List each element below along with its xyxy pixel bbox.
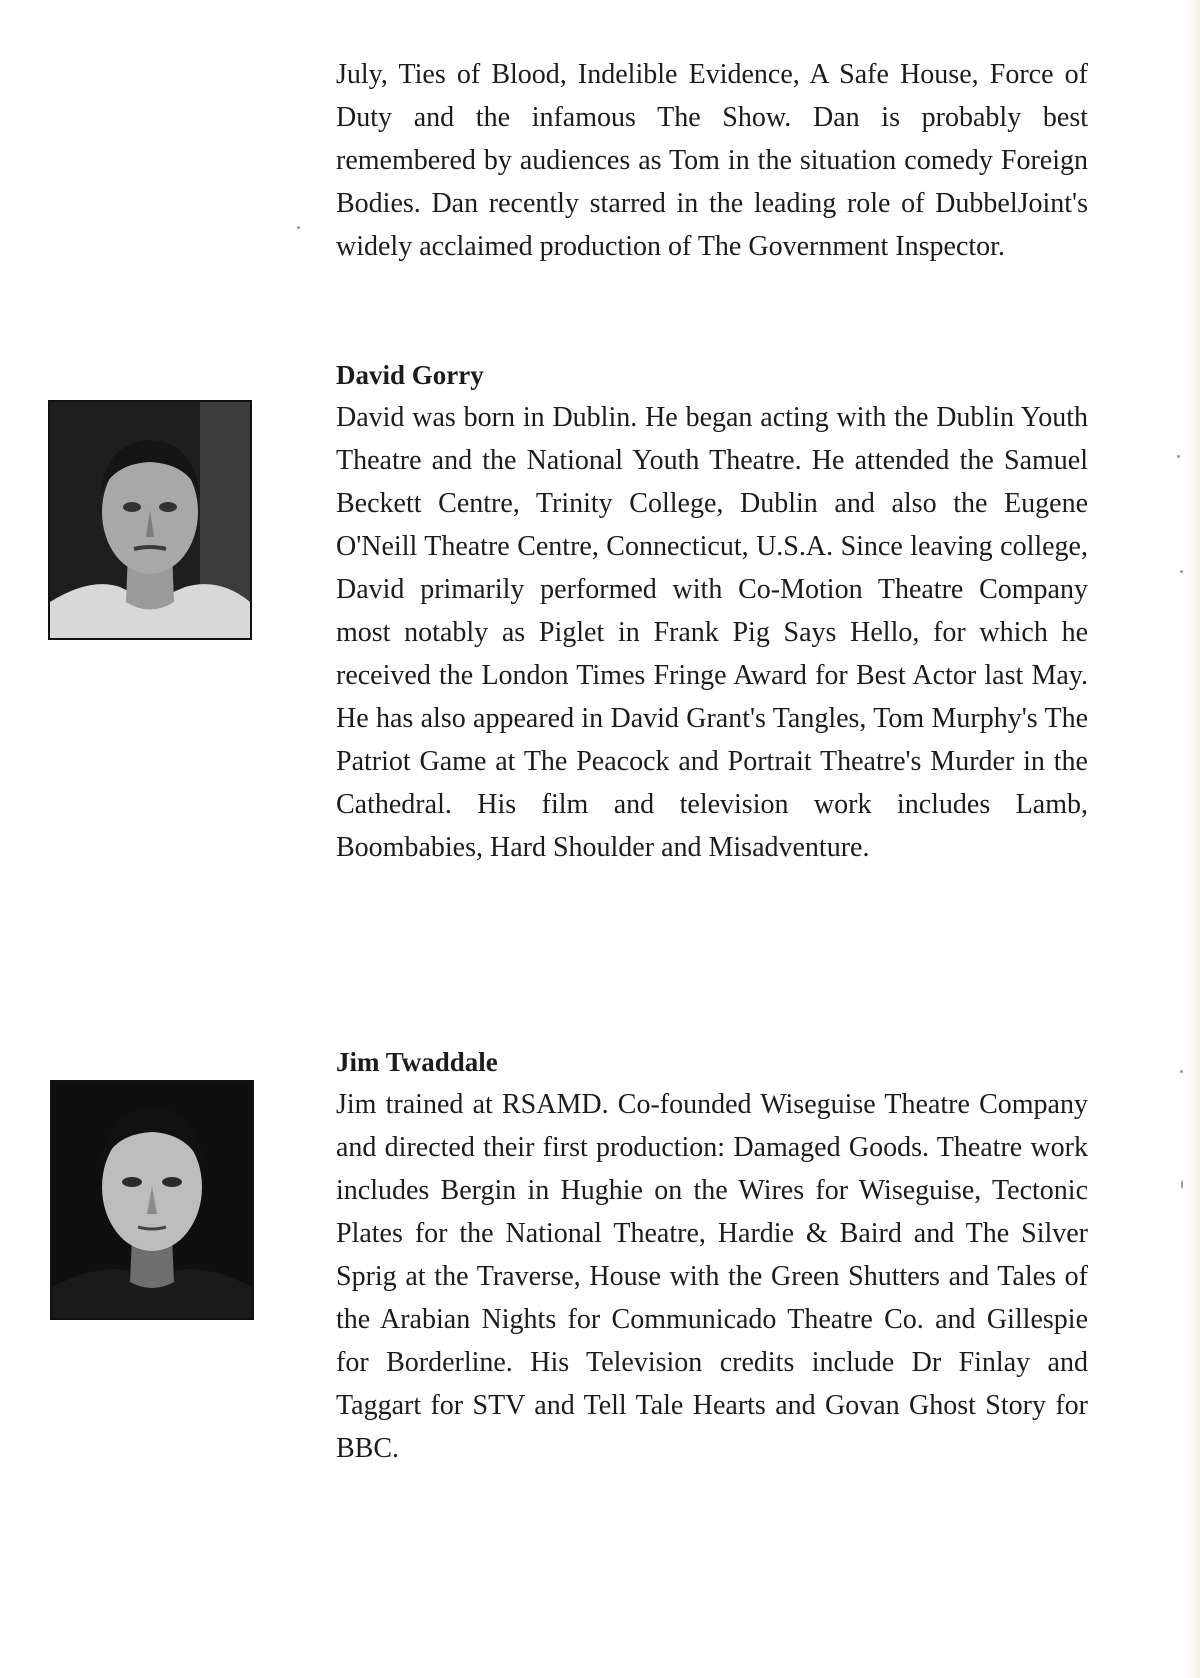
bio-name-jim-twaddale: Jim Twaddale [336,1047,498,1077]
print-speck [1177,455,1180,458]
print-speck [1181,1180,1183,1189]
bio-text-jim-twaddale: Jim trained at RSAMD. Co-founded Wiseguise Theatre Company and directed their first production: Damaged Goods. Theatre work includes Bergin in Hughie on the Wires for Wiseguise, Tectonic Plates for the National Theatre, Hardie & Baird and The Silver Sprig at the Traverse, House with the Green Shutters and Tales of the Arabian Nights for Communicado Theatre Co. and Gillespie for Borderline. His Television credits include Dr Finlay and Taggart for STV and Tell Tale Hearts and Govan Ghost Story for BBC. [336,1089,1088,1464]
print-speck [1180,570,1183,573]
print-speck [1180,1070,1183,1073]
jim-twaddale-photo [50,1080,254,1320]
bio-text-david-gorry: David was born in Dublin. He began acting with the Dublin Youth Theatre and the National Youth Theatre. He attended the Samuel Beckett Centre, Trinity College, Dublin and also the Eugene O'Neill Theatre Centre, Connecticut, U.S.A. Since leaving college, David primarily performed with Co-Motion Theatre Company most notably as Piglet in Frank Pig Says Hello, for which he received the London Times Fringe Award for Best Actor last May. He has also appeared in David Grant's Tangles, Tom Murphy's The Patriot Game at The Peacock and Portrait Theatre's Murder in the Cathedral. His film and television work includes Lamb, Boombabies, Hard Shoulder and Misadventure. [336,402,1088,863]
bio-name-david-gorry: David Gorry [336,360,484,390]
david-gorry-photo [48,400,252,640]
page-edge [1184,0,1200,1678]
print-speck [297,226,300,229]
intro-paragraph: July, Ties of Blood, Indelible Evidence, A Safe House, Force of Duty and the infamous The Show. Dan is probably best remembered by audiences as Tom in the situation comedy Foreign Bodies. Dan recently starred in the leading role of DubbelJoint's widely acclaimed production of The Government Inspector. [336,59,1088,262]
